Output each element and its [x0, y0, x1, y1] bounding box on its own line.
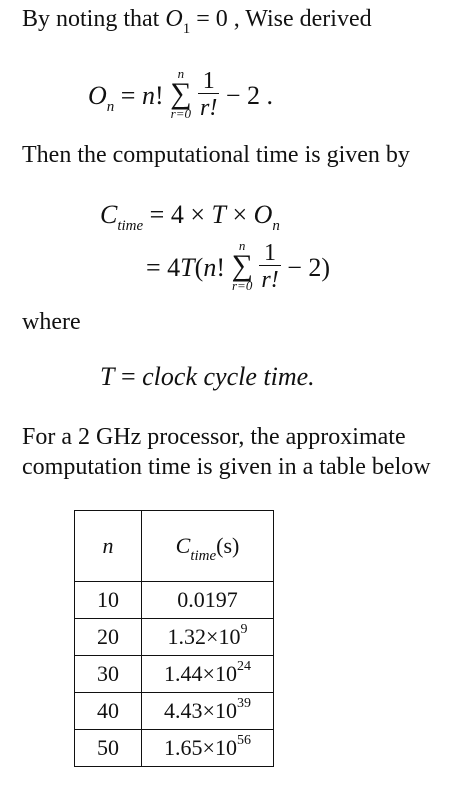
- table-row: [75, 619, 274, 656]
- header-C-subscript: time: [190, 548, 217, 564]
- header-n: [75, 511, 142, 582]
- eq1-fraction: [198, 69, 219, 120]
- eq1-O-subscript: n: [106, 98, 115, 115]
- cell-mantissa: 0.0197: [177, 587, 238, 612]
- table-header-row: [75, 511, 274, 582]
- table-row: [75, 693, 274, 730]
- clock-equals: =: [114, 362, 143, 391]
- cell-exponent: 39: [236, 696, 251, 711]
- clock-T: T: [100, 362, 115, 391]
- cell-ctime: [142, 693, 274, 730]
- eq1-sum-upper: n: [177, 66, 185, 81]
- table-intro-line-2: computation time is given in a table below: [22, 454, 431, 480]
- eq2-O: O: [253, 200, 273, 229]
- cell-mantissa: 1.65×10: [164, 735, 237, 760]
- eq1-summation: [170, 68, 191, 120]
- eq1-n: n: [141, 80, 155, 110]
- cell-exponent: 56: [236, 733, 251, 748]
- eq2-O-subscript: n: [272, 218, 280, 234]
- eq1-frac-numerator: 1: [202, 67, 215, 94]
- table-row: [75, 730, 274, 767]
- cell-n: 20: [75, 619, 142, 656]
- cell-mantissa: 1.44×10: [164, 661, 237, 686]
- table-intro-line-1: For a 2 GHz processor, the approximate: [22, 424, 406, 450]
- cell-mantissa: 4.43×10: [164, 698, 237, 723]
- equation-Ctime-expanded: [146, 238, 331, 296]
- cell-ctime: [142, 582, 274, 619]
- computation-table: [74, 510, 274, 767]
- clock-text: clock cycle time.: [142, 362, 315, 391]
- then-line: Then the computational time is given by: [22, 142, 410, 168]
- equation-On: [88, 66, 274, 124]
- table-row: [75, 656, 274, 693]
- cell-mantissa: 1.32×10: [167, 624, 241, 649]
- eq3-factorial: !: [216, 252, 225, 282]
- table-row: [75, 582, 274, 619]
- eq3-lead: = 4: [146, 252, 181, 282]
- intro-equals-zero: = 0: [190, 6, 228, 32]
- cell-n: 40: [75, 693, 142, 730]
- eq3-frac-denominator: r!: [261, 266, 279, 293]
- header-ctime: [142, 511, 274, 582]
- header-n-label: n: [102, 533, 114, 558]
- eq1-equals: =: [114, 80, 142, 110]
- intro-O: O: [165, 6, 183, 32]
- intro-O-subscript: 1: [182, 21, 191, 37]
- cell-ctime: [142, 656, 274, 693]
- where-label: where: [22, 309, 81, 335]
- eq3-summation: [231, 240, 252, 292]
- eq3-T: T: [180, 252, 195, 282]
- cell-n: 10: [75, 582, 142, 619]
- eq3-sum-lower: r=0: [232, 278, 253, 293]
- header-unit: (s): [216, 533, 240, 558]
- cell-exponent: 9: [240, 622, 248, 637]
- eq2-rhs: = 4 ×: [143, 200, 212, 229]
- eq1-O: O: [88, 80, 107, 110]
- computation-table-wrapper: [74, 510, 274, 767]
- cell-n: 50: [75, 730, 142, 767]
- eq3-n: n: [203, 252, 217, 282]
- eq3-fraction: [259, 241, 280, 292]
- eq1-factorial: !: [154, 80, 164, 110]
- sigma-icon: ∑: [170, 77, 192, 110]
- eq3-sum-upper: n: [238, 238, 246, 253]
- intro-line: [22, 4, 372, 37]
- cell-ctime: [142, 619, 274, 656]
- cell-exponent: 24: [236, 659, 251, 674]
- clock-definition: [100, 362, 315, 392]
- cell-n: 30: [75, 656, 142, 693]
- eq3-frac-numerator: 1: [264, 239, 277, 266]
- eq2-times: ×: [225, 200, 254, 229]
- eq3-tail: − 2): [280, 252, 331, 282]
- eq1-frac-denominator: r!: [200, 94, 218, 121]
- eq1-sum-lower: r=0: [170, 106, 191, 121]
- eq3-paren: (: [194, 252, 204, 282]
- intro-after: , Wise derived: [227, 6, 372, 32]
- sigma-icon: ∑: [231, 249, 253, 282]
- eq2-C-subscript: time: [117, 218, 144, 234]
- cell-ctime: [142, 730, 274, 767]
- header-C: C: [175, 533, 191, 558]
- eq1-tail: − 2 .: [219, 80, 274, 110]
- eq2-T: T: [211, 200, 226, 229]
- eq2-C: C: [100, 200, 118, 229]
- equation-Ctime: [100, 200, 280, 234]
- intro-before: By noting that: [22, 6, 166, 32]
